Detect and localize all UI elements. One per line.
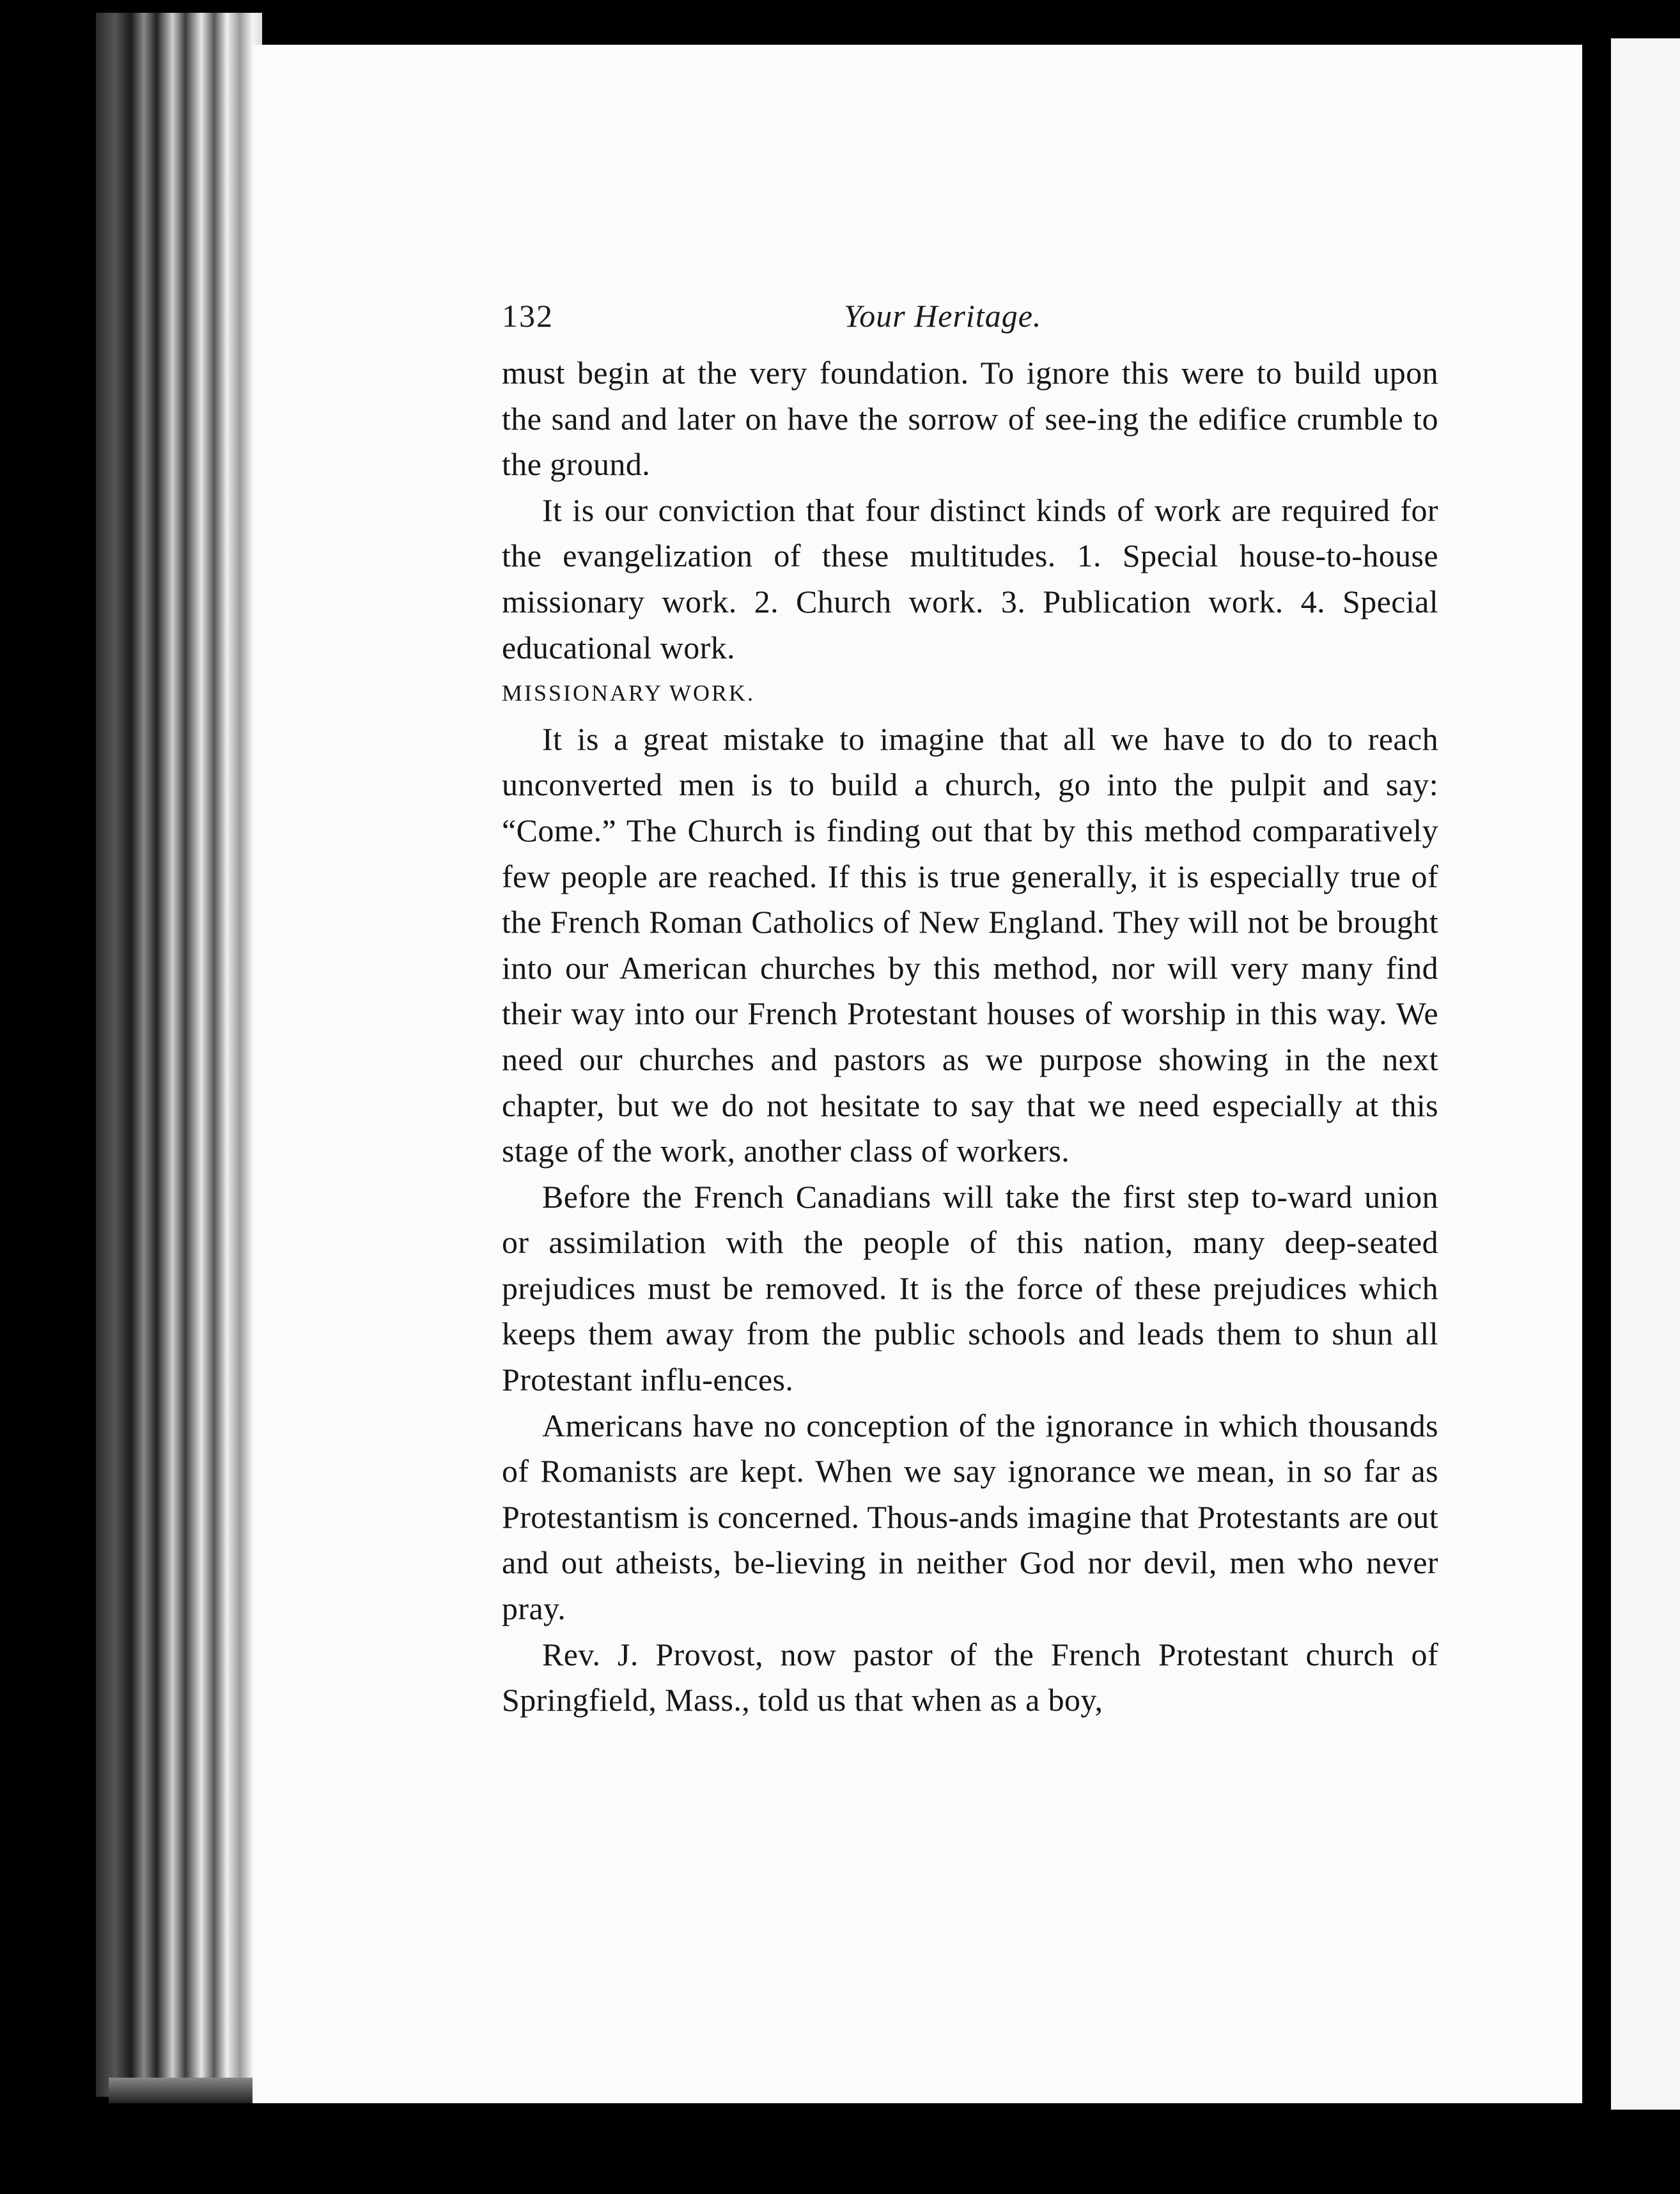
running-title: Your Heritage.: [844, 298, 1042, 334]
paragraph: It is our conviction that four distinct kinds of work are required for the evangelization of these multitudes. 1. Special house-to-house missionary work. 2. Church work. 3. Publication work. 4. Special educational work.: [502, 492, 1438, 665]
page-stack-bottom: [109, 2078, 268, 2103]
page-number: 132: [502, 298, 554, 334]
paragraph: It is a great mistake to imagine that all we have to do to reach unconverted men is to build a church, go into the pulpit and say: “Come.” The Church is finding out that by this method comparatively few people are reached. If this is true generally, it is especially true of the French Roman Catholics of New England. They will not be brought into our American churches by this method, nor will very many find their way into our French Protestant houses of worship in this way. We need our churches and pastors as we purpose showing in the next chapter, but we do not hesitate to say that we need especially at this stage of the work, another class of workers.: [502, 720, 1438, 1169]
paragraph: Rev. J. Provost, now pastor of the French Protestant church of Springfield, Mass., told us that when as a boy,: [502, 1636, 1438, 1718]
paragraph: Americans have no conception of the ignorance in which thousands of Romanists are kept. When we say ignorance we mean, in so far as Protestantism is concerned. Thous-ands imagine that Protestants are out and out atheists, be-lieving in neither God nor devil, men who never pray.: [502, 1407, 1438, 1627]
paragraph-continued: must begin at the very foundation. To ignore this were to build upon the sand and later on have the sorrow of see-ing the edifice crumble to the ground.: [502, 355, 1438, 483]
book-page-edges: [96, 13, 262, 2097]
section-heading: MISSIONARY WORK.: [502, 680, 756, 706]
page-header: [502, 297, 1680, 342]
facing-page-edge: [1611, 38, 1680, 2110]
page-text: [502, 350, 1438, 1723]
paragraph: Before the French Canadians will take the first step to-ward union or assimilation with the people of this nation, many deep-seated prejudices must be removed. It is the force of these prejudices which keeps them away from the public schools and leads them to shun all Protestant influ-ences.: [502, 1178, 1438, 1398]
